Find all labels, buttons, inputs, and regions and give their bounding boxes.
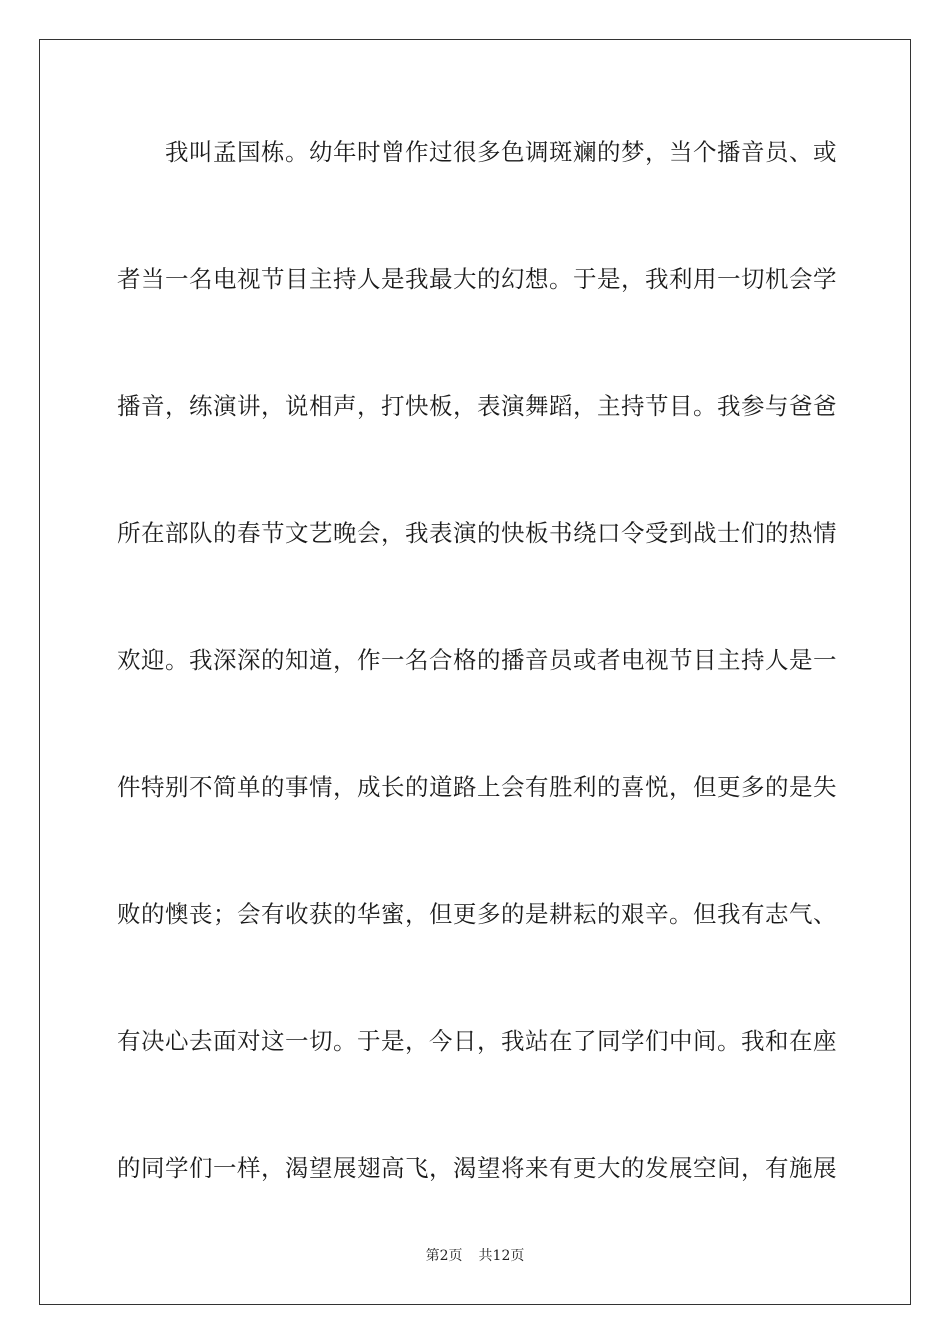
text-line: 所在部队的春节文艺晚会，我表演的快板书绕口令受到战士们的热情 — [117, 519, 837, 547]
text-line: 的同学们一样，渴望展翅高飞，渴望将来有更大的发展空间，有施展 — [117, 1154, 837, 1182]
text-line: 有决心去面对这一切。于是，今日，我站在了同学们中间。我和在座 — [117, 1027, 837, 1055]
text-line: 我叫孟国栋。幼年时曾作过很多色调斑斓的梦，当个播音员、或 — [165, 138, 837, 166]
text-line: 欢迎。我深深的知道，作一名合格的播音员或者电视节目主持人是一 — [117, 646, 837, 674]
page-number: 第2页 — [425, 1248, 463, 1264]
text-line: 者当一名电视节目主持人是我最大的幻想。于是，我利用一切机会学 — [117, 265, 837, 293]
text-line: 播音，练演讲，说相声，打快板，表演舞蹈，主持节目。我参与爸爸 — [117, 392, 837, 420]
text-line: 件特别不简单的事情，成长的道路上会有胜利的喜悦，但更多的是失 — [117, 773, 837, 801]
text-line: 败的懊丧；会有收获的华蜜，但更多的是耕耘的艰辛。但我有志气、 — [117, 900, 837, 928]
page-footer — [0, 1246, 950, 1266]
body-text — [117, 120, 837, 1263]
page-total: 共12页 — [478, 1248, 525, 1264]
